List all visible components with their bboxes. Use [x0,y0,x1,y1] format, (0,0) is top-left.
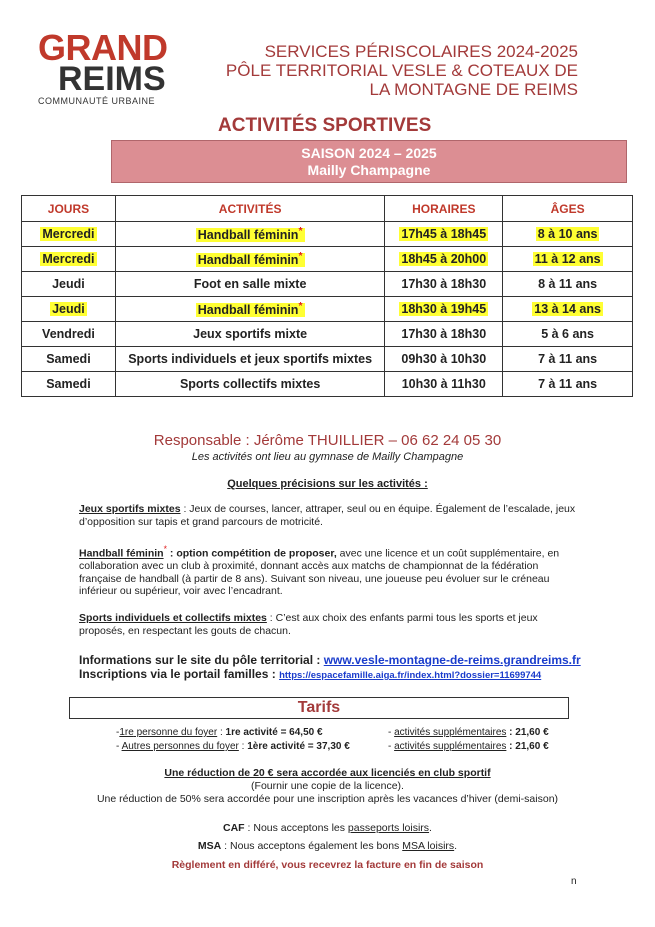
reduction-50: Une réduction de 50% sera accordée pour une inscription après les vacances d’hiver (demi-saison) [96,793,559,805]
tarif-row-2 [116,741,350,752]
cell-jour-text: Mercredi [42,252,95,266]
tarif-2-supp: activités supplémentaires [394,741,507,752]
cell-horaire: 17h30 à 18h30 [385,272,503,297]
cell-age-text: 11 à 12 ans [534,252,601,266]
msa-end: . [454,840,458,852]
reduction-20: Une réduction de 20 € sera accordée aux licenciés en club sportif [164,767,491,779]
cell-horaire: 09h30 à 10h30 [385,347,503,372]
cell-activite-wrap [196,225,305,243]
cell-activite: Sports collectifs mixtes [115,372,384,397]
paragraph-handball [79,543,579,598]
jeux-text: : Jeux de courses, lancer, attraper, seul ou en équipe. Également de l’escalade, jeux d’opposition sur tapis et grand parcours de motricité. [79,503,576,528]
table-row [22,222,633,247]
cell-activite-wrap [196,250,305,268]
logo-subtitle: COMMUNAUTÉ URBAINE [38,96,156,106]
cell-activite [115,297,384,322]
inscr-link[interactable]: https://espacefamille.aiga.fr/index.html?dossier=11699744 [279,670,542,681]
table-row [22,272,633,297]
cell-activite: Jeux sportifs mixte [115,322,384,347]
tarif-1-supp-val: : 21,60 € [506,727,549,738]
logo-grand: GRAND [38,27,168,68]
saison-line-2: Mailly Champagne [307,162,431,178]
cell-horaire [385,222,503,247]
tarif-2-supp-dash: - [388,741,395,752]
hand-label: Handball féminin [79,547,164,560]
msa-link: MSA loisirs [402,840,455,852]
caf-line [0,822,655,834]
cell-jour [22,297,116,322]
msa-line [0,840,655,852]
cell-age [503,297,633,322]
tarif-2-colon: : [238,741,248,752]
hand-text: avec une licence et un coût supplémentaire, en collaboration avec un club à proximité, donnant accès aux matchs de championnat de la fédération française de handball (à partir de 8 ans). Suivant son niveau, une joueuse peu évoluer sur le créneau inférieur ou supérieur, voir avec l’encadrant. [79,547,560,597]
cell-activite-wrap [196,300,305,318]
cell-age: 7 à 11 ans [503,372,633,397]
saison-box [111,140,627,183]
cell-age [503,222,633,247]
hand-bold: : option compétition de proposer, [167,547,337,560]
header-line-1: SERVICES PÉRISCOLAIRES 2024-2025 [264,42,578,61]
star-mark: * [298,250,303,262]
cell-jour: Vendredi [22,322,116,347]
tarif-1-sup: 1re [119,727,134,738]
paragraph-sports [79,612,579,637]
cell-activite-text: Handball féminin [197,228,299,243]
info-inscriptions [79,667,541,681]
cell-horaire-text: 17h45 à 18h45 [401,227,487,241]
cell-jour [22,222,116,247]
cell-activite [115,247,384,272]
site-label: Informations sur le site du pôle territorial : [79,653,324,667]
msa-label: MSA [197,840,222,852]
header-jours: JOURS [22,196,116,222]
caf-label: CAF [223,822,245,834]
msa-text: : Nous acceptons également les bons [221,840,403,852]
tarif-2-supp-val: : 21,60 € [506,741,549,752]
table-row [22,297,633,322]
cell-horaire [385,297,503,322]
tarif-1-colon: : [217,727,226,738]
cell-jour: Samedi [22,347,116,372]
precisions-title: Quelques précisions sur les activités : [227,478,428,490]
cell-activite: Foot en salle mixte [115,272,384,297]
tarif-1-prefix: - [116,727,120,738]
cell-age [503,247,633,272]
logo-reims: REIMS [58,60,166,98]
caf-link: passeports loisirs [347,822,430,834]
cell-jour [22,247,116,272]
table-header-row [22,196,633,222]
cell-age-text: 13 à 14 ans [534,302,601,316]
cell-age: 5 à 6 ans [503,322,633,347]
activities-table [21,195,633,397]
cell-jour-text: Mercredi [42,227,95,241]
cell-age-text: 8 à 10 ans [537,227,598,241]
page-title: ACTIVITÉS SPORTIVES [218,115,432,136]
header-ages: ÂGES [503,196,633,222]
sports-text: : C’est aux choix des enfants parmi tous les sports et jeux proposés, en respectant les gouts de chacun. [79,612,538,637]
footer-mark: n [571,876,577,887]
reduction-20-sub: (Fournir une copie de la licence). [251,780,404,792]
star-mark: * [163,544,167,554]
cell-activite-text: Handball féminin [197,253,299,268]
tarif-row-2-supp [388,741,549,752]
cell-horaire-text: 18h30 à 19h45 [401,302,487,316]
paragraph-jeux [79,503,579,528]
star-mark: * [298,300,303,312]
star-mark: * [298,225,303,237]
info-site [79,653,581,667]
inscr-label: Inscriptions via le portail familles : [79,667,280,681]
header-line-3: LA MONTAGNE DE REIMS [369,80,578,99]
tarifs-title: Tarifs [69,697,569,719]
cell-activite-text: Handball féminin [197,303,299,318]
cell-activite: Sports individuels et jeux sportifs mixtes [115,347,384,372]
cell-age: 8 à 11 ans [503,272,633,297]
site-link[interactable]: www.vesle-montagne-de-reims.grandreims.fr [323,653,581,667]
tarif-2-activite: 1ère activité = 37,30 € [247,741,350,752]
table-row [22,347,633,372]
cell-horaire: 10h30 à 11h30 [385,372,503,397]
tarif-2-person: Autres personnes du foyer [121,741,239,752]
caf-end: . [429,822,432,834]
table-row [22,322,633,347]
cell-horaire-text: 18h45 à 20h00 [401,252,487,266]
cell-jour-text: Jeudi [52,302,85,316]
tarif-row-1 [116,727,323,738]
tarif-1-supp: activités supplémentaires [394,727,507,738]
table-row [22,372,633,397]
tarif-row-1-supp [388,727,549,738]
tarif-1-supp-dash: - [388,727,395,738]
responsable: Responsable : Jérôme THUILLIER – 06 62 24 05 30 [153,432,502,449]
cell-horaire [385,247,503,272]
header-line-2: PÔLE TERRITORIAL VESLE & COTEAUX DE [225,61,578,80]
cell-age: 7 à 11 ans [503,347,633,372]
jeux-label: Jeux sportifs mixtes [79,503,181,515]
lieu-note: Les activités ont lieu au gymnase de Mailly Champagne [191,451,464,463]
tarif-1-person-text: personne du foyer [133,727,218,738]
caf-text: : Nous acceptons les [244,822,348,834]
saison-line-1: SAISON 2024 – 2025 [301,145,437,161]
tarif-1-activite: 1re activité = 64,50 € [225,727,323,738]
sports-label: Sports individuels et collectifs mixtes [79,612,267,624]
table-row [22,247,633,272]
cell-jour: Jeudi [22,272,116,297]
header-activites: ACTIVITÉS [115,196,384,222]
reglement: Règlement en différé, vous recevrez la facture en fin de saison [171,859,484,871]
tarif-1-person [119,727,217,738]
header-horaires: HORAIRES [385,196,503,222]
tarif-2-prefix: - [116,741,122,752]
cell-activite [115,222,384,247]
cell-horaire: 17h30 à 18h30 [385,322,503,347]
cell-jour: Samedi [22,372,116,397]
